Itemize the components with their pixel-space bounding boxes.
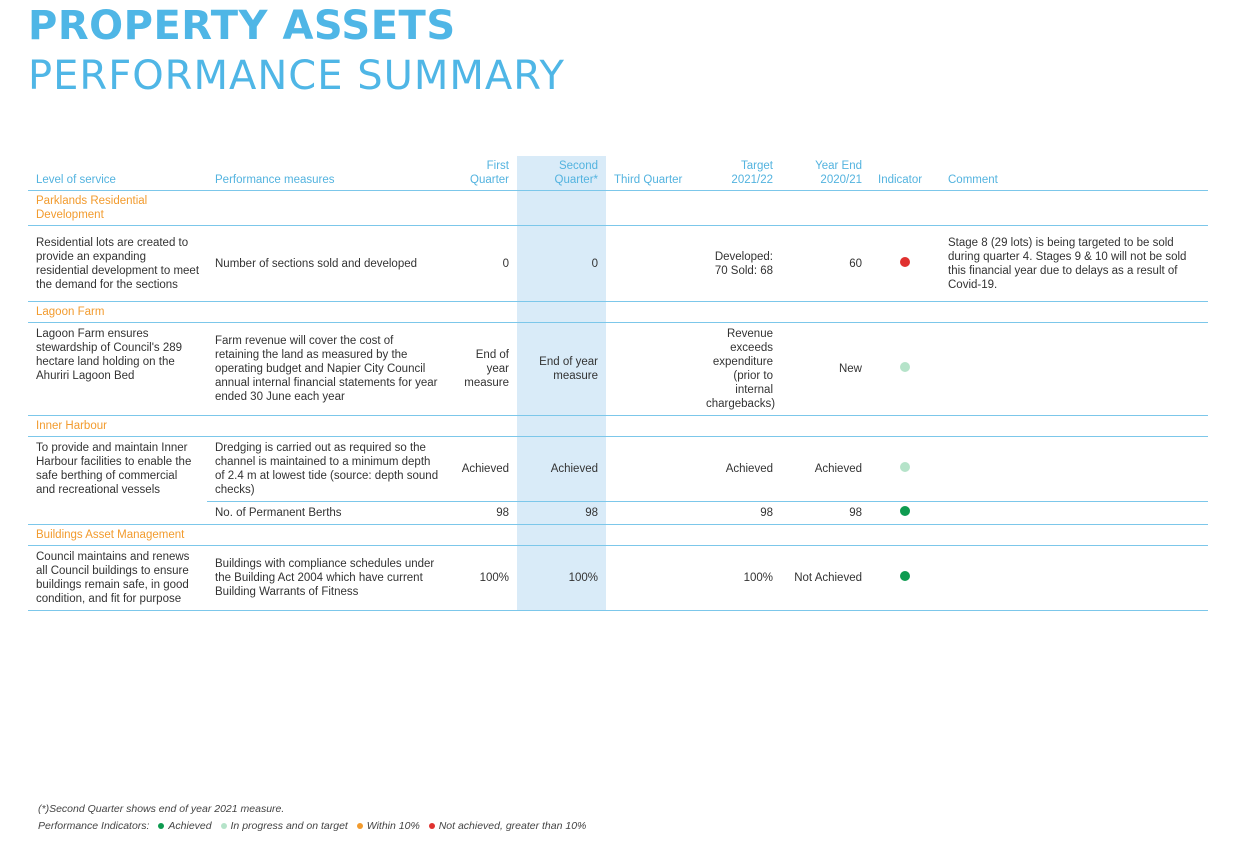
category-row: [28, 191, 1208, 226]
footer: [38, 801, 586, 835]
indicator-cell: [870, 323, 940, 416]
comment: [940, 323, 1208, 416]
page-title: [28, 3, 565, 99]
table-row: [28, 323, 1208, 416]
indicator-dot-icon: [900, 257, 910, 267]
legend-item: [423, 820, 587, 832]
target-value: Developed: 70 Sold: 68: [698, 226, 781, 302]
q2-value: 0: [517, 226, 606, 302]
title-line-1: PROPERTY ASSETS: [28, 3, 456, 49]
header-indicator: Indicator: [870, 156, 940, 191]
performance-measure: Farm revenue will cover the cost of retaining the land as measured by the operating budget and Napier City Council annual internal financial statements for year ended 30 June each year: [207, 323, 447, 416]
table-row: [28, 437, 1208, 502]
performance-measure: No. of Permanent Berths: [207, 502, 447, 525]
table-header-row: [28, 156, 1208, 191]
comment: Stage 8 (29 lots) is being targeted to be sold during quarter 4. Stages 9 & 10 will not be sold this financial year due to delays as a result of Covid-19.: [940, 226, 1208, 302]
achieved-dot-icon: [158, 823, 164, 829]
level-of-service: [28, 502, 207, 525]
title-line-2: PERFORMANCE SUMMARY: [28, 53, 565, 99]
indicator-cell: [870, 502, 940, 525]
legend-label: Performance Indicators:: [38, 820, 150, 832]
header-measures: Performance measures: [207, 156, 447, 191]
target-value: 98: [698, 502, 781, 525]
q2-value: End of year measure: [517, 323, 606, 416]
indicator-dot-icon: [900, 362, 910, 372]
performance-measure: Number of sections sold and developed: [207, 226, 447, 302]
q2-value: 100%: [517, 546, 606, 611]
performance-table: [28, 156, 1208, 611]
level-of-service: Lagoon Farm ensures stewardship of Council's 289 hectare land holding on the Ahuriri Lagoon Bed: [28, 323, 207, 416]
legend-item-label: Achieved: [168, 820, 212, 832]
q3-value: [606, 323, 698, 416]
legend-item: [351, 820, 420, 832]
footnote: (*)Second Quarter shows end of year 2021 measure.: [38, 803, 285, 815]
yearend-value: Not Achieved: [781, 546, 870, 611]
target-value: Achieved: [698, 437, 781, 502]
yearend-value: New: [781, 323, 870, 416]
level-of-service: Residential lots are created to provide an expanding residential development to meet the demand for the sections: [28, 226, 207, 302]
q3-value: [606, 437, 698, 502]
legend-item: [215, 820, 348, 832]
header-comment: Comment: [940, 156, 1208, 191]
legend-item-label: Not achieved, greater than 10%: [438, 820, 587, 832]
in-progress-dot-icon: [221, 823, 227, 829]
q1-value: End of year measure: [447, 323, 517, 416]
header-q2: Second Quarter*: [517, 156, 606, 191]
indicator-dot-icon: [900, 571, 910, 581]
q1-value: 0: [447, 226, 517, 302]
indicator-dot-icon: [900, 462, 910, 472]
q1-value: 98: [447, 502, 517, 525]
category-label: Parklands Residential Development: [28, 191, 207, 226]
yearend-value: Achieved: [781, 437, 870, 502]
q1-value: 100%: [447, 546, 517, 611]
header-yearend: Year End 2020/21: [781, 156, 870, 191]
legend-item-label: In progress and on target: [230, 820, 348, 832]
q3-value: [606, 226, 698, 302]
table-row: [28, 546, 1208, 611]
q1-value: Achieved: [447, 437, 517, 502]
legend: [38, 818, 586, 835]
target-value: Revenue exceeds expenditure (prior to internal chargebacks): [698, 323, 781, 416]
indicator-cell: [870, 226, 940, 302]
legend-item-label: Within 10%: [366, 820, 420, 832]
indicator-cell: [870, 437, 940, 502]
target-value: 100%: [698, 546, 781, 611]
header-level: Level of service: [28, 156, 207, 191]
table-row: [28, 226, 1208, 302]
yearend-value: 98: [781, 502, 870, 525]
q2-value: 98: [517, 502, 606, 525]
q3-value: [606, 502, 698, 525]
header-q1: First Quarter: [447, 156, 517, 191]
category-row: [28, 416, 1208, 437]
category-label: Buildings Asset Management: [28, 525, 207, 546]
category-row: [28, 302, 1208, 323]
q2-value: Achieved: [517, 437, 606, 502]
legend-item: [152, 820, 211, 832]
comment: [940, 546, 1208, 611]
header-q3: Third Quarter: [606, 156, 698, 191]
indicator-cell: [870, 546, 940, 611]
comment: [940, 502, 1208, 525]
performance-measure: Buildings with compliance schedules under the Building Act 2004 which have current Building Warrants of Fitness: [207, 546, 447, 611]
within-dot-icon: [357, 823, 363, 829]
table-row: [28, 502, 1208, 525]
category-label: Inner Harbour: [28, 416, 207, 437]
header-target: Target 2021/22: [698, 156, 781, 191]
level-of-service: Council maintains and renews all Council buildings to ensure buildings remain safe, in good condition, and fit for purpose: [28, 546, 207, 611]
q3-value: [606, 546, 698, 611]
not-achieved-dot-icon: [429, 823, 435, 829]
category-label: Lagoon Farm: [28, 302, 207, 323]
performance-measure: Dredging is carried out as required so the channel is maintained to a minimum depth of 2.4 m at lowest tide (source: depth sound checks): [207, 437, 447, 502]
yearend-value: 60: [781, 226, 870, 302]
indicator-dot-icon: [900, 506, 910, 516]
comment: [940, 437, 1208, 502]
performance-table-wrapper: [28, 156, 1208, 611]
level-of-service: To provide and maintain Inner Harbour facilities to enable the safe berthing of commercial and recreational vessels: [36, 442, 192, 496]
category-row: [28, 525, 1208, 546]
